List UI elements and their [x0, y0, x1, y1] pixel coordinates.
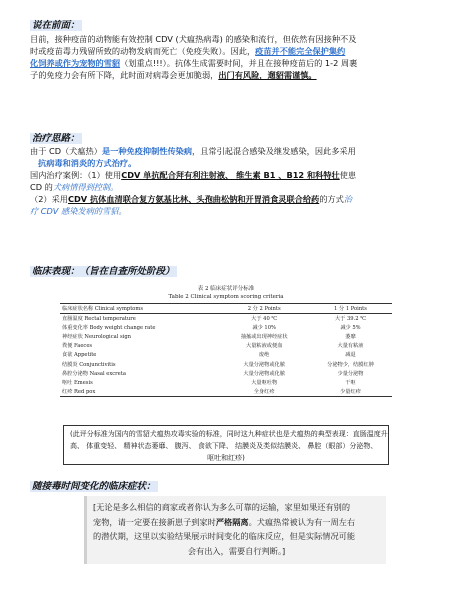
- table-cell: 大于 40 ℃: [251, 316, 278, 323]
- text-span: 国内治疗案例：（1）使用: [30, 170, 122, 180]
- text-line: [30, 69, 430, 81]
- table-cell: 大量有粘液: [337, 343, 364, 350]
- table-row: [60, 378, 392, 387]
- highlight-text: 犬病情得到控制。: [52, 182, 119, 192]
- table-cell: 体重变化率 Body weight change rate: [62, 325, 156, 332]
- table-cell: 神经症状 Neurological sign: [62, 334, 132, 341]
- treatment-paragraph: [30, 145, 430, 217]
- text-span: （2）采用: [30, 194, 68, 204]
- table-caption-en: Table 2 Clinical symptom scoring criteria: [168, 294, 284, 300]
- note-line: 呕吐和红疹): [207, 454, 245, 462]
- table-cell: 大量分泌物或化脓: [243, 361, 285, 368]
- section-title-treatment: [30, 130, 82, 144]
- text-line: 目前，接种疫苗的动物能有效控制 CDV (犬瘟热病毒) 的感染和流行，但依然有因接种不及: [30, 34, 357, 44]
- text-span: 时或疫苗毒力残留所致的动物发病而死亡（免疫失败）。因此，: [30, 46, 256, 56]
- table-cell: 少量分泌物: [337, 370, 364, 377]
- text-span: 由于 CD（犬瘟热）: [30, 146, 102, 156]
- table-cell: 大量分泌物或化脓: [243, 370, 285, 377]
- intro-paragraph: [30, 33, 430, 81]
- quote-line: 会有出入，需要自行判断。]: [187, 545, 286, 556]
- highlight-text: 抗病毒和消炎的方式治疗。: [38, 158, 137, 168]
- table-cell: 干呕: [345, 379, 356, 386]
- table-cell: 废绝: [258, 352, 270, 359]
- table-cell: 大量粘液或便血: [246, 343, 283, 350]
- text-line: [30, 181, 430, 193]
- highlight-text: 治: [343, 194, 352, 204]
- table-row: [60, 387, 392, 397]
- section-title-text: 随接毒时间变化的临床症状：: [32, 481, 156, 492]
- text-line: [30, 57, 430, 69]
- section-title-text: 治疗思路：: [32, 133, 80, 144]
- table-header-cell: 1 分 1 Points: [309, 304, 392, 314]
- text-line: [30, 193, 430, 205]
- table-cell: 减退: [345, 352, 356, 359]
- bold-text: 严格隔离: [215, 516, 249, 527]
- section-title-text: 说在前面：: [32, 20, 80, 31]
- highlight-text: 疫苗并不能完全保护集约: [255, 46, 346, 56]
- table-cell: 全身红疹: [219, 387, 309, 397]
- text-line: [30, 157, 430, 169]
- section-title-text: 临床表现：（旨在自查所处阶段）: [32, 266, 175, 277]
- text-span: ，且常引起混合感染及继发感染，因此多采用: [192, 146, 356, 156]
- table-header-row: [60, 304, 392, 314]
- highlight-text: 化饲养或作为宠物的雪貂: [30, 58, 121, 68]
- note-line: (此评分标准为国内的雪貂犬瘟热攻毒实验的标准，同时这九种症状也是犬瘟热的典型表现：直肠温度升: [70, 430, 388, 438]
- table-cell: 萎靡: [345, 334, 356, 341]
- table-cell: 直肠温度 Rectal temperature: [62, 316, 136, 323]
- bold-text: CDV 抗体血清联合复方氨基比林、头孢曲松钠和开胃消食灵联合给药: [67, 194, 320, 204]
- table-cell: 粪便 Faeces: [62, 343, 93, 350]
- table-row: [60, 341, 392, 350]
- table-cell: 呕吐 Emesis: [62, 379, 93, 386]
- text-span: 的方式: [319, 194, 344, 204]
- text-line: [30, 169, 430, 181]
- text-span: CD 的: [30, 182, 53, 192]
- section-title-clinical: [30, 263, 177, 277]
- text-span: （划重点!!!）。抗体生成需要时间，并且在接种疫苗后的 1-2 周裹: [120, 58, 358, 68]
- text-line: [30, 45, 430, 57]
- bold-text: 出门有风险，遛貂需谨慎。: [218, 70, 317, 80]
- bold-text: CDV 单抗配合拜有利注射液、 维生素 B1 、B12 和科特壮: [121, 170, 340, 180]
- symptom-scoring-table: [60, 303, 392, 397]
- text-line: [30, 145, 430, 157]
- highlight-text: 疗 CDV 感染发病的雪貂。: [30, 206, 127, 216]
- text-span: 子的免疫力会有所下降，此时面对病毒会更加脆弱，: [30, 70, 219, 80]
- table-row: [60, 314, 392, 324]
- note-line: 高、 体重变轻、 精神状态萎靡、 腹泻、 食欲下降、 结膜炎及类似结膜炎、 鼻腔（眼部）分泌物、: [70, 442, 378, 450]
- table-row: [60, 323, 392, 332]
- table-row: [60, 350, 392, 359]
- table-cell: 抽搐或出现神经症状: [240, 334, 288, 341]
- text-span: 宠物，请一定要在接新崽子到家时: [93, 516, 216, 527]
- text-line: [30, 205, 430, 217]
- table-cell: 大于 39.2 ℃: [334, 316, 366, 323]
- text-span: 使患: [339, 170, 357, 180]
- highlight-text: 是一种免疫抑制性传染病: [101, 146, 193, 156]
- text-span: 。犬瘟热常被认为有一周左右: [248, 516, 356, 527]
- section-title-intro: [30, 17, 82, 31]
- table-cell: 鼻腔分泌物 Nasal excreta: [62, 370, 126, 377]
- table-row: [60, 359, 392, 368]
- table-header-cell: 临床症状名称 Clinical symptoms: [60, 304, 219, 314]
- table-cell: 减少 10%: [252, 325, 276, 332]
- quarantine-quote-box: [84, 496, 386, 564]
- table-cell: 结膜炎 Conjunctivitis: [62, 361, 116, 368]
- quote-line: [无论是多么相信的商家或者你认为多么可靠的运输，家里如果还有别的: [93, 502, 351, 512]
- quote-line: 的潜伏期，这里以实验结果展示时间变化的临床反应，但是实际情况可能: [93, 531, 356, 541]
- table-caption-cn: 表 2 临床症状评分标准: [197, 286, 255, 292]
- scoring-note-box: [63, 425, 389, 465]
- table-cell: 大量呕吐物: [251, 379, 278, 386]
- table-cell: 少量红疹: [309, 387, 392, 397]
- table-cell: 红疹 Red pox: [60, 387, 219, 397]
- section-title-timeline: [30, 478, 158, 492]
- table-cell: 减少 5%: [340, 325, 361, 332]
- quote-line: [93, 515, 380, 530]
- table-cell: 食欲 Appetite: [62, 352, 97, 359]
- table-row: [60, 332, 392, 341]
- symptom-table-block: [60, 285, 392, 397]
- table-cell: 分泌物少，结膜红肿: [327, 361, 374, 368]
- table-row: [60, 369, 392, 378]
- table-header-cell: 2 分 2 Points: [219, 304, 309, 314]
